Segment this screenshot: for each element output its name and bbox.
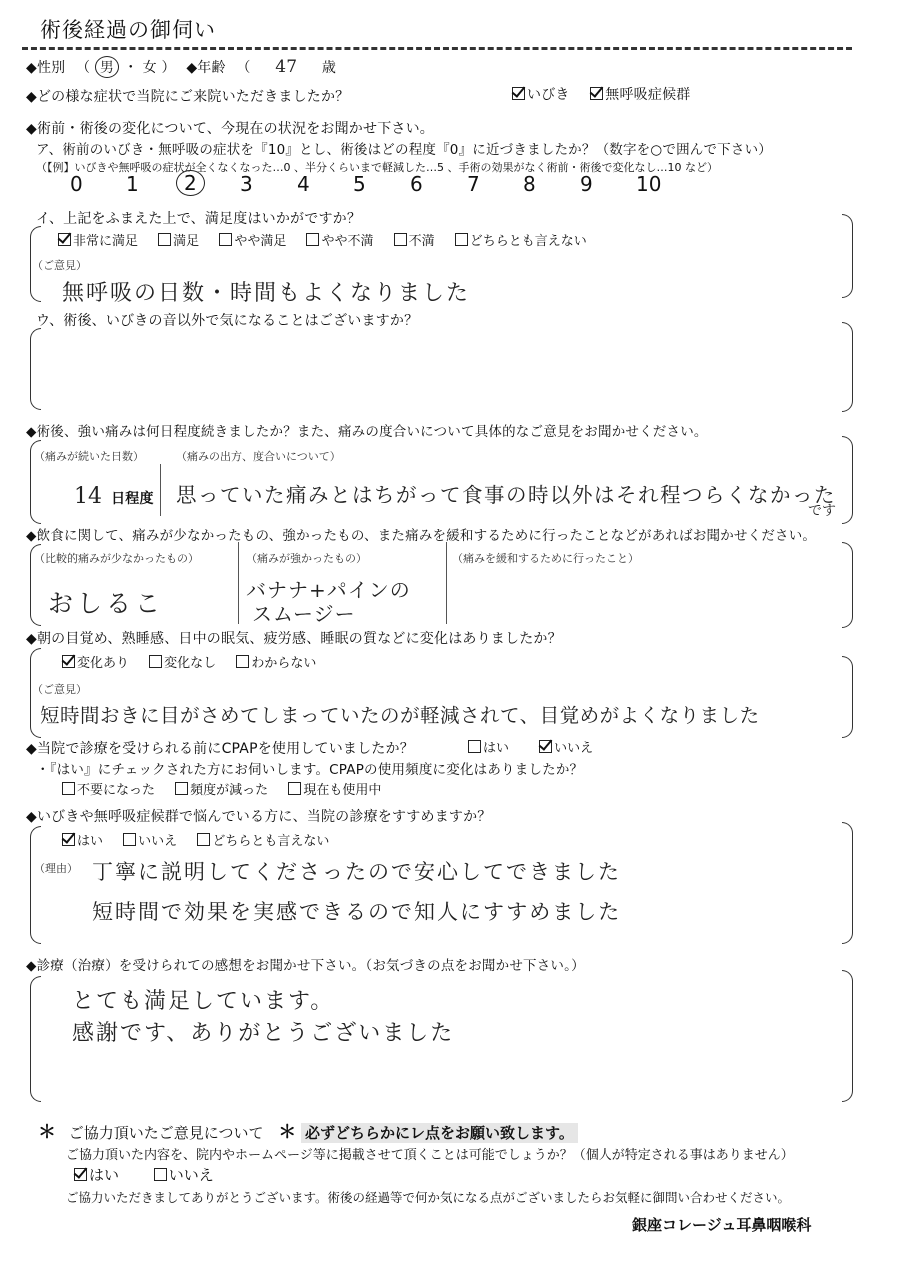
footer-opinion-heading (38, 1118, 578, 1144)
checkbox-icon (236, 655, 249, 668)
checkbox-icon (288, 782, 301, 795)
sleep-no-change[interactable]: 変化なし (149, 652, 216, 671)
symptom-snoring-checkbox[interactable]: いびき (512, 84, 570, 104)
must-check-notice: 必ずどちらかにレ点をお願い致します。 (301, 1123, 578, 1143)
checkbox-icon (468, 740, 481, 753)
pain-bracket-right (842, 436, 853, 524)
satisfaction-very-satisfied[interactable]: 非常に満足 (58, 230, 138, 249)
food-less-label: （比較的痛みが少なかったもの） (34, 552, 199, 565)
sleep-options (62, 652, 332, 671)
checkbox-checked-icon (590, 87, 603, 100)
cpap-no[interactable]: いいえ (539, 737, 593, 756)
page-title: 術後経過の御伺い (40, 18, 216, 42)
pain-days-label: （痛みが続いた日数） (34, 450, 144, 463)
pain-days-unit: 日程度 (111, 491, 154, 507)
recommend-reason-line2[interactable]: 短時間で効果を実感できるので知人にすすめました (92, 900, 622, 924)
cpap-less-frequent[interactable]: 頻度が減った (175, 779, 268, 798)
satisfaction-dissatisfied[interactable]: 不満 (394, 230, 435, 249)
satisfaction-neither[interactable]: どちらとも言えない (455, 230, 587, 249)
recommend-yes[interactable]: はい (62, 830, 103, 849)
satisfaction-question: イ、上記をふまえた上で、満足度はいかがですか？ (36, 211, 362, 227)
change-question: ◆術前・術後の変化について、今現在の状況をお聞かせ下さい。 (26, 121, 435, 137)
gender-male-option[interactable]: 男 (95, 56, 119, 78)
recommend-reason-label: （理由） (34, 862, 78, 875)
scale-0[interactable]: 0 (70, 172, 83, 196)
checkbox-checked-icon (512, 87, 525, 100)
recommend-reason-line1[interactable]: 丁寧に説明してくださったので安心してできました (92, 860, 621, 884)
food-less-value[interactable]: おしるこ (48, 589, 165, 618)
pain-degree-line2[interactable]: です (808, 503, 836, 519)
recommend-bracket-right (842, 822, 853, 944)
symptom-apnea-checkbox[interactable]: 無呼吸症候群 (590, 84, 690, 104)
sleep-opinion[interactable]: 短時間おきに目がさめてしまっていたのが軽減されて、目覚めがよくなりました (40, 704, 760, 727)
cpap-still-using[interactable]: 現在も使用中 (288, 779, 381, 798)
checkbox-icon (219, 233, 232, 246)
impression-line1[interactable]: とても満足しています。 (72, 989, 335, 1014)
checkbox-checked-icon (539, 740, 552, 753)
gender-close: ） (161, 60, 176, 76)
scale-2-selected[interactable]: 2 (176, 170, 205, 196)
checkbox-checked-icon (62, 833, 75, 846)
checkbox-icon (455, 233, 468, 246)
satisfaction-options (58, 230, 603, 249)
sleep-unknown[interactable]: わからない (236, 652, 316, 671)
satisfaction-satisfied[interactable]: 満足 (158, 230, 199, 249)
checkbox-icon (197, 833, 210, 846)
checkbox-icon (154, 1168, 167, 1181)
concerns-bracket-left (30, 328, 41, 410)
cpap-question: ◆当院で診療を受けられる前にCPAPを使用していましたか？ (26, 741, 414, 757)
gender-label: ◆性別 (26, 60, 66, 76)
scale-8[interactable]: 8 (523, 172, 536, 196)
sleep-question: ◆朝の目覚め、熟睡感、日中の眠気、疲労感、睡眠の質などに変化はありましたか？ (26, 631, 562, 647)
pain-days (74, 484, 154, 509)
symptom-options (512, 84, 706, 104)
pain-degree-line1[interactable]: 思っていた痛みとはちがって食事の時以外はそれ程つらくなかった (176, 483, 836, 507)
scale-6[interactable]: 6 (410, 172, 423, 196)
satisfaction-bracket-right (842, 214, 853, 298)
other-concerns-question: ウ、術後、いびきの音以外で気になることはございますか？ (36, 313, 419, 329)
cpap-not-needed[interactable]: 不要になった (62, 779, 155, 798)
age-unit: 歳 (321, 60, 337, 76)
impression-bracket-left (30, 976, 41, 1102)
food-divider-1 (238, 542, 239, 624)
asterisk-1: ＊ (38, 1122, 56, 1143)
sleep-bracket-right (842, 656, 853, 738)
recommend-options (62, 830, 345, 849)
checkbox-checked-icon (62, 655, 75, 668)
symptom-question: ◆どの様な症状で当院にご来院いただきましたか？ (26, 89, 350, 105)
impression-line2[interactable]: 感謝です、ありがとうございました (72, 1021, 455, 1046)
publish-options (74, 1164, 230, 1185)
title-divider (22, 47, 852, 50)
concerns-bracket-right (842, 322, 853, 412)
recommend-neither[interactable]: どちらとも言えない (197, 830, 329, 849)
food-divider-2 (446, 542, 447, 624)
impression-question: ◆診療（治療）を受けられての感想をお聞かせ下さい。（お気づきの点をお聞かせ下さい。） (26, 958, 585, 974)
sleep-changed[interactable]: 変化あり (62, 652, 129, 671)
checkbox-checked-icon (58, 233, 71, 246)
pain-degree-label: （痛みの出方、度合いについて） (176, 450, 341, 463)
food-relief-label: （痛みを緩和するために行ったこと） (452, 552, 639, 565)
impression-bracket-right (842, 970, 853, 1102)
scale-7[interactable]: 7 (467, 172, 480, 196)
checkbox-icon (306, 233, 319, 246)
checkbox-checked-icon (74, 1168, 87, 1181)
scale-3[interactable]: 3 (240, 172, 253, 196)
publish-no[interactable]: いいえ (154, 1164, 214, 1185)
cpap-yes[interactable]: はい (468, 737, 509, 756)
scale-10[interactable]: 10 (636, 172, 662, 196)
age-label: ◆年齢 (186, 60, 226, 76)
gender-separator: ・ (123, 60, 138, 76)
gender-open: （ (76, 60, 91, 76)
satisfaction-opinion-label: （ご意見） (32, 259, 87, 272)
opinion-title: ご協力頂いたご意見について (68, 1124, 264, 1142)
publish-question: ご協力頂いた内容を、院内やホームページ等に掲載させて頂くことは可能でしょうか？（個人が特定される事はありません） (66, 1148, 794, 1163)
recommend-question: ◆いびきや無呼吸症候群で悩んでいる方に、当院の診療をすすめますか？ (26, 809, 492, 825)
food-question: ◆飲食に関して、痛みが少なかったもの、強かったもの、また痛みを緩和するために行ったことなどがあればお聞かせください。 (26, 528, 817, 544)
pain-divider (160, 464, 161, 516)
asterisk-2: ＊ (278, 1122, 297, 1143)
age-value[interactable]: 47 (275, 57, 298, 77)
publish-yes[interactable]: はい (74, 1164, 119, 1185)
checkbox-icon (175, 782, 188, 795)
checkbox-icon (62, 782, 75, 795)
checkbox-icon (394, 233, 407, 246)
change-example: （【例】いびきや無呼吸の症状が全くなくなった…0 、半分くらいまで軽減した…5 、手術の効果がなく術前・術後で変化なし…10 など） (36, 161, 718, 174)
gender-female-option[interactable]: 女 (142, 60, 157, 76)
scale-4[interactable]: 4 (297, 172, 310, 196)
pain-days-value[interactable]: 14 (74, 484, 102, 509)
sleep-opinion-label: （ご意見） (32, 683, 87, 696)
satisfaction-opinion[interactable]: 無呼吸の日数・時間もよくなりました (62, 281, 471, 306)
checkbox-icon (123, 833, 136, 846)
food-strong-line2[interactable]: スムージー (252, 602, 356, 626)
checkbox-icon (158, 233, 171, 246)
recommend-no[interactable]: いいえ (123, 830, 177, 849)
cpap-follow-question: ・『はい』にチェックされた方にお伺いします。CPAPの使用頻度に変化はありましたか？ (36, 762, 584, 778)
food-strong-line1[interactable]: バナナ+パインの (246, 578, 411, 602)
change-sub-a: ア、術前のいびき・無呼吸の症状を『10』とし、術後はどの程度『0』に近づきましたか？（数字を○で囲んで下さい） (36, 142, 772, 158)
food-strong-label: （痛みが強かったもの） (246, 552, 367, 565)
clinic-name: 銀座コレージュ耳鼻咽喉科 (632, 1216, 812, 1234)
scale-5[interactable]: 5 (353, 172, 366, 196)
satisfaction-somewhat-satisfied[interactable]: やや満足 (219, 230, 286, 249)
thanks-message: ご協力いただきましてありがとうございます。術後の経過等で何か気になる点がございましたらお気軽に御問い合わせください。 (66, 1190, 791, 1205)
scale-1[interactable]: 1 (126, 172, 139, 196)
pain-question: ◆術後、強い痛みは何日程度続きましたか？また、痛みの度合いについて具体的なご意見をお聞かせください。 (26, 424, 708, 440)
cpap-follow-options (62, 779, 397, 798)
scale-9[interactable]: 9 (580, 172, 593, 196)
cpap-options (468, 737, 609, 756)
satisfaction-somewhat-dissatisfied[interactable]: やや不満 (306, 230, 373, 249)
recommend-bracket-left (30, 826, 41, 944)
checkbox-icon (149, 655, 162, 668)
food-bracket-right (842, 542, 853, 628)
gender-row: ◆性別 （ 男 ・ 女 ） ◆年齢 （ 47 歳 (26, 57, 337, 77)
